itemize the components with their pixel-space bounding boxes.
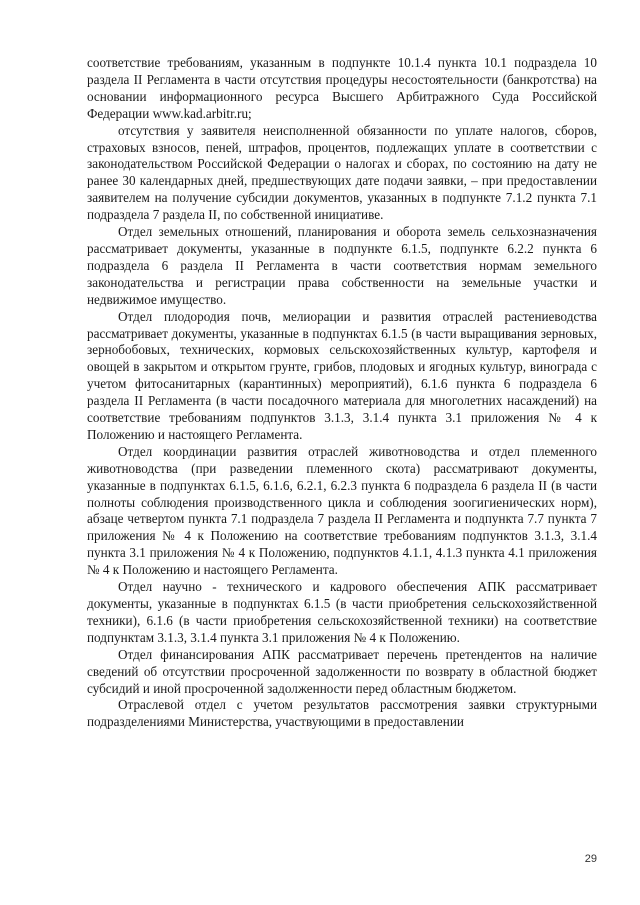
paragraph-3: Отдел земельных отношений, планирования и оборота земель сельхозназначения рассматривает документы, указанные в подпункте 6.1.5, подпункте 6.2.2 пункта 6 подраздела 6 раздела II Регламента в части соответствия нормам земельного законодательства и регистрации права собственности на земельные участки и недвижимое имущество. xyxy=(87,224,597,307)
paragraph-2: отсутствия у заявителя неисполненной обязанности по уплате налогов, сборов, страховых взносов, пеней, штрафов, процентов, подлежащих уплате в соответствии с законодательством Российской Федерации о налогах и сборах, по состоянию на дату не ранее 30 календарных дней, предшествующих дате подачи заявки, – при предоставлении заявителем на получение субсидии документов, указанных в подпункте 7.1.2 пункта 7.1 подраздела 7 раздела II, по собственной инициативе. xyxy=(87,122,597,223)
document-body xyxy=(87,55,597,731)
paragraph-6: Отдел научно - технического и кадрового обеспечения АПК рассматривает документы, указанные в подпунктах 6.1.5 (в части приобретения сельскохозяйственной техники), 6.1.6 (в части приобретения сельскохозяйственной техники) на соответствие подпунктам 3.1.3, 3.1.4 пункта 3.1 приложения № 4 к Положению. xyxy=(87,579,597,645)
paragraph-5: Отдел координации развития отраслей животноводства и отдел племенного животноводства (при разведении племенного скота) рассматривают документы, указанные в подпунктах 6.1.5, 6.1.6, 6.2.1, 6.2.3 пункта 6 подраздела 6 раздела II (в части полноты соблюдения производственного цикла и соблюдения зоогигиенических норм), абзаце четвертом пункта 7.1 подраздела 7 раздела II Регламента и подпункта 7.7 пункта 7 приложения № 4 к Положению на соответствие требованиям подпунктов 3.1.3, 3.1.4 пункта 3.1 приложения № 4 к Положению, подпунктов 4.1.1, 4.1.3 пункта 4.1 приложения № 4 к Положению и настоящего Регламента. xyxy=(87,443,597,578)
paragraph-8: Отраслевой отдел с учетом результатов рассмотрения заявки структурными подразделениями Министерства, участвующими в предоставлении xyxy=(87,697,597,730)
paragraph-7: Отдел финансирования АПК рассматривает перечень претендентов на наличие сведений об отсутствии просроченной задолженности по возврату в областной бюджет субсидий и иной просроченной задолженности перед областным бюджетом. xyxy=(87,646,597,696)
page-number: 29 xyxy=(584,853,597,865)
paragraph-4: Отдел плодородия почв, мелиорации и развития отраслей растениеводства рассматривает документы, указанные в подпунктах 6.1.5 (в части выращивания зерновых, зернобобовых, технических, кормовых сельскохозяйственных культур, картофеля и овощей в закрытом и открытом грунте, грибов, плодовых и ягодных культур, винограда с учетом фитосанитарных (карантинных) мероприятий), 6.1.6 пункта 6 подраздела 6 раздела II Регламента (в части посадочного материала для многолетних насаждений) на соответствие требованиям подпунктов 3.1.3, 3.1.4 пункта 3.1 приложения № 4 к Положению и настоящего Регламента. xyxy=(87,308,597,442)
paragraph-1: соответствие требованиям, указанным в подпункте 10.1.4 пункта 10.1 подраздела 10 раздела II Регламента в части отсутствия процедуры несостоятельности (банкротства) на основании информационного ресурса Высшего Арбитражного Суда Российской Федерации www.kad.arbitr.ru; xyxy=(87,55,597,121)
